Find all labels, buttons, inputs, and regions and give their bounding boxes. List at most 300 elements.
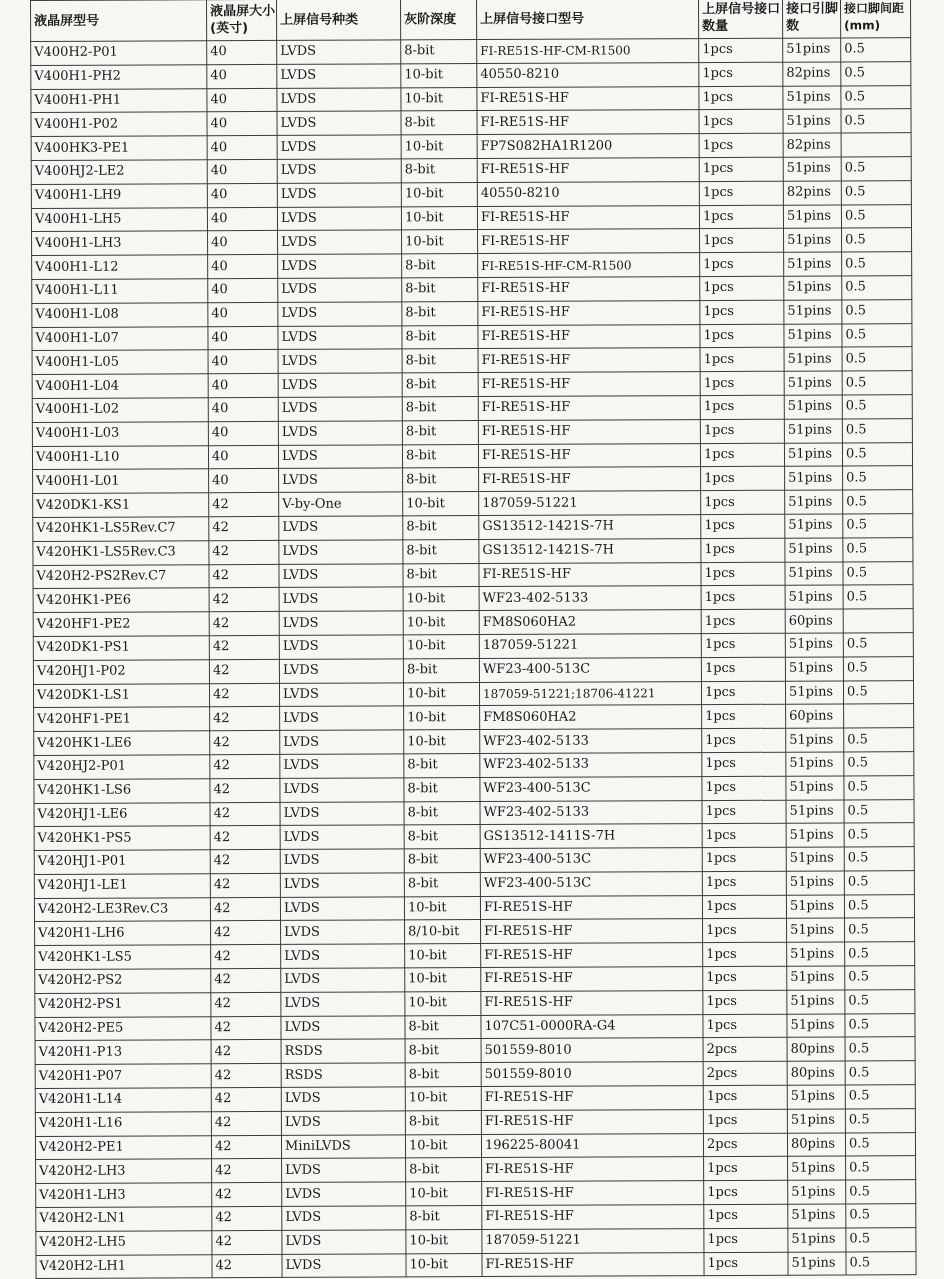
model-cell: V420H2-PE1 xyxy=(35,1135,211,1160)
bit-depth-cell: 8-bit xyxy=(402,301,478,325)
size-cell: 42 xyxy=(210,707,280,731)
bit-depth-cell: 10-bit xyxy=(404,896,480,920)
model-cell: V400H1-L04 xyxy=(32,374,208,399)
bit-depth-cell: 10-bit xyxy=(405,991,481,1015)
pin-pitch-cell: 0.5 xyxy=(845,990,915,1014)
model-cell: V420HF1-PE1 xyxy=(34,707,210,732)
connector-count-cell: 1pcs xyxy=(699,62,783,86)
bit-depth-cell: 10-bit xyxy=(401,63,477,87)
bit-depth-cell: 10-bit xyxy=(401,182,477,206)
bit-depth-cell: 8-bit xyxy=(405,1039,481,1063)
connector-count-cell: 2pcs xyxy=(703,1133,787,1157)
connector-count-cell: 1pcs xyxy=(702,752,786,776)
size-cell: 40 xyxy=(208,326,278,350)
connector-count-cell: 1pcs xyxy=(700,395,784,419)
size-cell: 40 xyxy=(208,231,278,255)
signal-type-cell: LVDS xyxy=(279,516,403,540)
signal-type-cell: LVDS xyxy=(277,183,401,207)
connector-model-cell: FI-RE51S-HF xyxy=(482,1181,704,1206)
connector-model-cell: FI-RE51S-HF xyxy=(481,919,703,944)
connector-model-cell: 187059-51221 xyxy=(479,633,701,658)
bit-depth-cell: 8-bit xyxy=(403,468,479,492)
pin-pitch-cell: 0.5 xyxy=(841,61,911,85)
size-cell: 42 xyxy=(209,564,279,588)
size-cell: 42 xyxy=(209,635,279,659)
pin-count-cell: 82pins xyxy=(783,62,841,86)
signal-type-cell: LVDS xyxy=(282,1206,406,1230)
lcd-spec-table xyxy=(30,0,917,1279)
bit-depth-cell: 8-bit xyxy=(404,801,480,825)
bit-depth-cell: 8-bit xyxy=(401,111,477,135)
size-cell: 42 xyxy=(210,873,280,897)
connector-count-cell: 1pcs xyxy=(704,1157,788,1181)
model-cell: V420HK1-LS6 xyxy=(34,778,210,803)
signal-type-cell: LVDS xyxy=(280,849,404,873)
connector-count-cell: 1pcs xyxy=(703,1085,787,1109)
bit-depth-cell: 8-bit xyxy=(405,1015,481,1039)
signal-type-cell: LVDS xyxy=(277,40,401,64)
pin-pitch-cell: 0.5 xyxy=(845,942,915,966)
pin-count-cell: 51pins xyxy=(788,1228,846,1252)
connector-model-cell: 501559-8010 xyxy=(481,1038,703,1063)
signal-type-cell: LVDS xyxy=(281,1087,405,1111)
size-cell: 42 xyxy=(209,516,279,540)
connector-count-cell: 1pcs xyxy=(700,300,784,324)
connector-model-cell: 107C51-0000RA-G4 xyxy=(481,1014,703,1039)
connector-count-cell: 1pcs xyxy=(700,348,784,372)
size-cell: 40 xyxy=(208,350,278,374)
pin-pitch-cell: 0.5 xyxy=(844,799,914,823)
connector-count-cell: 1pcs xyxy=(701,681,785,705)
model-cell: V420H1-P13 xyxy=(35,1040,211,1065)
pin-count-cell: 51pins xyxy=(787,942,845,966)
pin-count-cell: 51pins xyxy=(785,561,843,585)
connector-model-cell: FI-RE51S-HF xyxy=(480,895,702,920)
connector-model-cell: FI-RE51S-HF xyxy=(478,348,700,373)
pin-count-cell: 51pins xyxy=(788,1180,846,1204)
pin-count-cell: 51pins xyxy=(786,728,844,752)
pin-pitch-cell: 0.5 xyxy=(841,204,911,228)
size-cell: 40 xyxy=(208,302,278,326)
signal-type-cell: LVDS xyxy=(280,825,404,849)
model-cell: V400H1-L10 xyxy=(32,445,208,470)
signal-type-cell: LVDS xyxy=(282,1158,406,1182)
connector-model-cell: FI-RE51S-HF xyxy=(477,86,699,111)
size-cell: 42 xyxy=(210,778,280,802)
connector-model-cell: 187059-51221 xyxy=(482,1228,704,1253)
connector-model-cell: FI-RE51S-HF xyxy=(478,324,700,349)
connector-model-cell: FI-RE51S-HF xyxy=(477,205,699,230)
connector-count-cell: 1pcs xyxy=(704,1204,788,1228)
bit-depth-cell: 8-bit xyxy=(406,1206,482,1230)
pin-count-cell: 51pins xyxy=(787,966,845,990)
model-cell: V420HJ1-P02 xyxy=(33,659,209,684)
model-cell: V420HJ2-P01 xyxy=(34,755,210,780)
pin-pitch-cell: 0.5 xyxy=(844,728,914,752)
connector-count-cell: 1pcs xyxy=(701,538,785,562)
model-cell: V420HF1-PE2 xyxy=(33,612,209,637)
signal-type-cell: LVDS xyxy=(282,1182,406,1206)
size-cell: 42 xyxy=(212,1206,282,1230)
size-cell: 42 xyxy=(211,945,281,969)
bit-depth-cell: 8-bit xyxy=(402,420,478,444)
connector-count-cell: 1pcs xyxy=(699,38,783,62)
size-cell: 42 xyxy=(211,1040,281,1064)
signal-type-cell: MiniLVDS xyxy=(281,1135,405,1159)
signal-type-cell: LVDS xyxy=(278,302,402,326)
model-cell: V420H2-LH3 xyxy=(36,1159,212,1184)
model-cell: V400HJ2-LE2 xyxy=(31,160,207,185)
pin-count-cell: 51pins xyxy=(786,776,844,800)
connector-count-cell: 1pcs xyxy=(703,919,787,943)
pin-count-cell: 51pins xyxy=(784,228,842,252)
connector-model-cell: FI-RE51S-HF xyxy=(478,443,700,468)
model-cell: V420DK1-PS1 xyxy=(33,636,209,661)
connector-model-cell: WF23-400-513C xyxy=(479,657,701,682)
signal-type-cell: LVDS xyxy=(278,230,402,254)
signal-type-cell: LVDS xyxy=(277,206,401,230)
size-cell: 40 xyxy=(207,88,277,112)
signal-type-cell: LVDS xyxy=(279,635,403,659)
pin-count-cell: 51pins xyxy=(783,157,841,181)
signal-type-cell: LVDS xyxy=(280,730,404,754)
pin-pitch-cell: 0.5 xyxy=(843,680,913,704)
signal-type-cell: LVDS xyxy=(281,992,405,1016)
pin-count-cell: 51pins xyxy=(784,300,842,324)
signal-type-cell: RSDS xyxy=(281,1063,405,1087)
pin-count-cell: 51pins xyxy=(784,276,842,300)
size-cell: 42 xyxy=(211,921,281,945)
header-bit-depth: 灰阶深度 xyxy=(400,0,476,40)
model-cell: V400H1-L08 xyxy=(32,302,208,327)
bit-depth-cell: 10-bit xyxy=(401,206,477,230)
bit-depth-cell: 8-bit xyxy=(404,872,480,896)
bit-depth-cell: 8-bit xyxy=(406,1158,482,1182)
connector-model-cell: WF23-402-5133 xyxy=(480,752,702,777)
header-model: 液晶屏型号 xyxy=(31,0,207,41)
pin-pitch-cell: 0.5 xyxy=(844,775,914,799)
signal-type-cell: LVDS xyxy=(277,111,401,135)
model-cell: V400H1-L11 xyxy=(32,279,208,304)
model-cell: V420H2-PE5 xyxy=(35,1016,211,1041)
table-body xyxy=(31,38,916,1279)
signal-type-cell: LVDS xyxy=(277,135,401,159)
connector-count-cell: 1pcs xyxy=(704,1228,788,1252)
signal-type-cell: LVDS xyxy=(279,540,403,564)
signal-type-cell: LVDS xyxy=(281,944,405,968)
bit-depth-cell: 8-bit xyxy=(403,563,479,587)
model-cell: V420H1-L16 xyxy=(35,1112,211,1137)
size-cell: 40 xyxy=(208,278,278,302)
model-cell: V420H2-LN1 xyxy=(36,1207,212,1232)
connector-model-cell: 196225-80041 xyxy=(481,1133,703,1158)
signal-type-cell: LVDS xyxy=(281,1111,405,1135)
connector-model-cell: WF23-402-5133 xyxy=(480,729,702,754)
pin-count-cell: 60pins xyxy=(786,704,844,728)
bit-depth-cell: 8-bit xyxy=(403,515,479,539)
pin-count-cell: 51pins xyxy=(785,633,843,657)
model-cell: V420HJ1-P01 xyxy=(34,850,210,875)
model-cell: V400H1-LH5 xyxy=(31,207,207,232)
pin-pitch-cell: 0.5 xyxy=(845,966,915,990)
model-cell: V400H1-L07 xyxy=(32,326,208,351)
size-cell: 42 xyxy=(210,754,280,778)
connector-model-cell: FI-RE51S-HF xyxy=(478,396,700,421)
pin-pitch-cell: 0.5 xyxy=(843,561,913,585)
pin-count-cell: 51pins xyxy=(784,395,842,419)
size-cell: 40 xyxy=(207,159,277,183)
size-cell: 42 xyxy=(212,1183,282,1207)
pin-count-cell: 51pins xyxy=(786,799,844,823)
model-cell: V400H1-L12 xyxy=(32,255,208,280)
pin-count-cell: 51pins xyxy=(787,1014,845,1038)
connector-model-cell: FI-RE51S-HF xyxy=(477,110,699,135)
pin-count-cell: 51pins xyxy=(786,895,844,919)
pin-pitch-cell xyxy=(841,133,911,157)
model-cell: V420HK1-LS5Rev.C7 xyxy=(33,517,209,542)
size-cell: 42 xyxy=(210,897,280,921)
connector-count-cell: 1pcs xyxy=(703,1014,787,1038)
bit-depth-cell: 10-bit xyxy=(403,611,479,635)
pin-pitch-cell: 0.5 xyxy=(842,371,912,395)
pin-pitch-cell: 0.5 xyxy=(844,871,914,895)
connector-count-cell: 1pcs xyxy=(700,276,784,300)
pin-pitch-cell: 0.5 xyxy=(843,466,913,490)
signal-type-cell: LVDS xyxy=(280,778,404,802)
connector-count-cell: 1pcs xyxy=(701,633,785,657)
signal-type-cell: LVDS xyxy=(278,397,402,421)
pin-count-cell: 51pins xyxy=(786,752,844,776)
size-cell: 42 xyxy=(209,683,279,707)
size-cell: 42 xyxy=(211,1087,281,1111)
bit-depth-cell: 8-bit xyxy=(402,254,478,278)
pin-pitch-cell: 0.5 xyxy=(843,537,913,561)
pin-pitch-cell: 0.5 xyxy=(843,490,913,514)
connector-count-cell: 1pcs xyxy=(703,990,787,1014)
pin-count-cell: 51pins xyxy=(788,1204,846,1228)
signal-type-cell: LVDS xyxy=(278,373,402,397)
bit-depth-cell: 8-bit xyxy=(402,349,478,373)
pin-count-cell: 51pins xyxy=(785,514,843,538)
connector-model-cell: 187059-51221 xyxy=(479,491,701,516)
connector-model-cell: FM8S060HA2 xyxy=(480,705,702,730)
signal-type-cell: LVDS xyxy=(278,254,402,278)
pin-pitch-cell: 0.5 xyxy=(843,585,913,609)
connector-model-cell: FI-RE51S-HF xyxy=(478,419,700,444)
connector-model-cell: WF23-400-513C xyxy=(480,871,702,896)
size-cell: 40 xyxy=(207,136,277,160)
connector-model-cell: FP7S082HA1R1200 xyxy=(477,134,699,159)
pin-pitch-cell xyxy=(843,609,913,633)
signal-type-cell: LVDS xyxy=(279,611,403,635)
size-cell: 40 xyxy=(208,421,278,445)
model-cell: V400H2-P01 xyxy=(31,41,207,66)
size-cell: 42 xyxy=(209,612,279,636)
model-cell: V420HK1-PE6 xyxy=(33,588,209,613)
signal-type-cell: LVDS xyxy=(278,325,402,349)
connector-count-cell: 1pcs xyxy=(700,443,784,467)
pin-count-cell: 51pins xyxy=(784,324,842,348)
connector-count-cell: 1pcs xyxy=(701,514,785,538)
pin-count-cell: 82pins xyxy=(783,181,841,205)
bit-depth-cell: 10-bit xyxy=(405,968,481,992)
bit-depth-cell: 10-bit xyxy=(403,682,479,706)
pin-count-cell: 82pins xyxy=(783,133,841,157)
connector-count-cell: 1pcs xyxy=(699,157,783,181)
connector-count-cell: 1pcs xyxy=(704,1180,788,1204)
signal-type-cell: LVDS xyxy=(280,754,404,778)
signal-type-cell: LVDS xyxy=(277,64,401,88)
signal-type-cell: LVDS xyxy=(278,444,402,468)
pin-pitch-cell: 0.5 xyxy=(842,395,912,419)
pin-pitch-cell: 0.5 xyxy=(844,894,914,918)
pin-pitch-cell: 0.5 xyxy=(846,1180,916,1204)
pin-pitch-cell: 0.5 xyxy=(841,85,911,109)
model-cell: V420HJ1-LE1 xyxy=(34,874,210,899)
signal-type-cell: LVDS xyxy=(278,349,402,373)
model-cell: V420HK1-LS5 xyxy=(35,945,211,970)
table-row xyxy=(36,1251,916,1279)
pin-pitch-cell: 0.5 xyxy=(845,1037,915,1061)
signal-type-cell: LVDS xyxy=(279,682,403,706)
size-cell: 42 xyxy=(211,992,281,1016)
connector-count-cell: 1pcs xyxy=(702,800,786,824)
size-cell: 42 xyxy=(210,826,280,850)
model-cell: V420HK1-LS5Rev.C3 xyxy=(33,540,209,565)
bit-depth-cell: 8-bit xyxy=(402,397,478,421)
pin-count-cell: 51pins xyxy=(784,347,842,371)
pin-count-cell: 51pins xyxy=(785,490,843,514)
bit-depth-cell: 8-bit xyxy=(401,40,477,64)
connector-model-cell: FI-RE51S-HF xyxy=(478,229,700,254)
connector-count-cell: 1pcs xyxy=(703,942,787,966)
pin-pitch-cell: 0.5 xyxy=(841,157,911,181)
bit-depth-cell: 10-bit xyxy=(401,87,477,111)
size-cell: 40 xyxy=(207,207,277,231)
bit-depth-cell: 8-bit xyxy=(401,159,477,183)
pin-pitch-cell: 0.5 xyxy=(842,347,912,371)
connector-model-cell: 187059-51221;18706-41221 xyxy=(479,681,701,706)
pin-count-cell: 51pins xyxy=(786,823,844,847)
connector-count-cell: 1pcs xyxy=(700,371,784,395)
connector-count-cell: 1pcs xyxy=(700,419,784,443)
pin-pitch-cell: 0.5 xyxy=(843,633,913,657)
signal-type-cell: LVDS xyxy=(277,159,401,183)
model-cell: V400H1-LH3 xyxy=(32,231,208,256)
pin-pitch-cell xyxy=(844,704,914,728)
signal-type-cell: RSDS xyxy=(281,1039,405,1063)
bit-depth-cell: 8-bit xyxy=(405,1110,481,1134)
size-cell: 40 xyxy=(209,469,279,493)
connector-model-cell: WF23-402-5133 xyxy=(480,800,702,825)
connector-model-cell: FI-RE51S-HF-CM-R1500 xyxy=(477,39,699,64)
model-cell: V400H1-PH1 xyxy=(31,88,207,113)
size-cell: 42 xyxy=(211,968,281,992)
signal-type-cell: LVDS xyxy=(282,1254,406,1278)
connector-count-cell: 1pcs xyxy=(701,609,785,633)
bit-depth-cell: 10-bit xyxy=(406,1253,482,1277)
connector-model-cell: FI-RE51S-HF xyxy=(482,1157,704,1182)
bit-depth-cell: 10-bit xyxy=(405,1134,481,1158)
model-cell: V420H2-LH5 xyxy=(36,1231,212,1256)
bit-depth-cell: 10-bit xyxy=(401,135,477,159)
model-cell: V420H2-PS2 xyxy=(35,969,211,994)
model-cell: V420DK1-KS1 xyxy=(33,493,209,518)
pin-count-cell: 51pins xyxy=(784,443,842,467)
header-size: 液晶屏大小(英寸) xyxy=(207,0,277,41)
bit-depth-cell: 8-bit xyxy=(402,373,478,397)
pin-pitch-cell: 0.5 xyxy=(842,228,912,252)
pin-count-cell: 51pins xyxy=(785,585,843,609)
pin-count-cell: 80pins xyxy=(787,1133,845,1157)
model-cell: V420H1-P07 xyxy=(35,1064,211,1089)
size-cell: 42 xyxy=(210,802,280,826)
size-cell: 42 xyxy=(209,659,279,683)
header-row xyxy=(31,0,911,41)
pin-pitch-cell: 0.5 xyxy=(845,918,915,942)
bit-depth-cell: 8-bit xyxy=(403,658,479,682)
pin-count-cell: 51pins xyxy=(786,847,844,871)
model-cell: V420H2-PS1 xyxy=(35,993,211,1018)
signal-type-cell: LVDS xyxy=(281,1016,405,1040)
connector-model-cell: FI-RE51S-HF xyxy=(481,943,703,968)
bit-depth-cell: 8-bit xyxy=(403,539,479,563)
pin-count-cell: 60pins xyxy=(785,609,843,633)
connector-model-cell: FI-RE51S-HF xyxy=(481,990,703,1015)
pin-count-cell: 51pins xyxy=(785,538,843,562)
size-cell: 40 xyxy=(208,255,278,279)
size-cell: 42 xyxy=(209,540,279,564)
model-cell: V420H1-LH3 xyxy=(36,1183,212,1208)
size-cell: 40 xyxy=(207,183,277,207)
size-cell: 42 xyxy=(212,1230,282,1254)
size-cell: 40 xyxy=(207,112,277,136)
connector-count-cell: 1pcs xyxy=(699,181,783,205)
pin-pitch-cell: 0.5 xyxy=(846,1251,916,1275)
pin-pitch-cell: 0.5 xyxy=(843,514,913,538)
pin-pitch-cell: 0.5 xyxy=(841,38,911,62)
connector-model-cell: WF23-402-5133 xyxy=(479,586,701,611)
model-cell: V400H1-P02 xyxy=(31,112,207,137)
connector-model-cell: GS13512-1421S-7H xyxy=(479,515,701,540)
size-cell: 42 xyxy=(209,588,279,612)
header-pin-count: 接口引脚数 xyxy=(782,0,840,38)
pin-count-cell: 80pins xyxy=(787,1037,845,1061)
connector-model-cell: FI-RE51S-HF xyxy=(479,562,701,587)
bit-depth-cell: 10-bit xyxy=(404,730,480,754)
connector-count-cell: 1pcs xyxy=(702,824,786,848)
model-cell: V420DK1-LS1 xyxy=(33,683,209,708)
model-cell: V400H1-PH2 xyxy=(31,65,207,90)
size-cell: 40 xyxy=(208,445,278,469)
connector-model-cell: FI-RE51S-HF xyxy=(481,967,703,992)
connector-count-cell: 1pcs xyxy=(701,657,785,681)
pin-pitch-cell: 0.5 xyxy=(842,299,912,323)
signal-type-cell: LVDS xyxy=(280,801,404,825)
signal-type-cell: LVDS xyxy=(277,87,401,111)
pin-pitch-cell: 0.5 xyxy=(846,1156,916,1180)
pin-pitch-cell: 0.5 xyxy=(845,1061,915,1085)
signal-type-cell: LVDS xyxy=(281,920,405,944)
bit-depth-cell: 10-bit xyxy=(406,1229,482,1253)
model-cell: V400H1-L03 xyxy=(32,421,208,446)
size-cell: 40 xyxy=(207,40,277,64)
pin-pitch-cell: 0.5 xyxy=(846,1227,916,1251)
pin-count-cell: 51pins xyxy=(783,109,841,133)
signal-type-cell: LVDS xyxy=(278,278,402,302)
header-connector-count: 上屏信号接口数量 xyxy=(698,0,782,39)
bit-depth-cell: 10-bit xyxy=(403,587,479,611)
